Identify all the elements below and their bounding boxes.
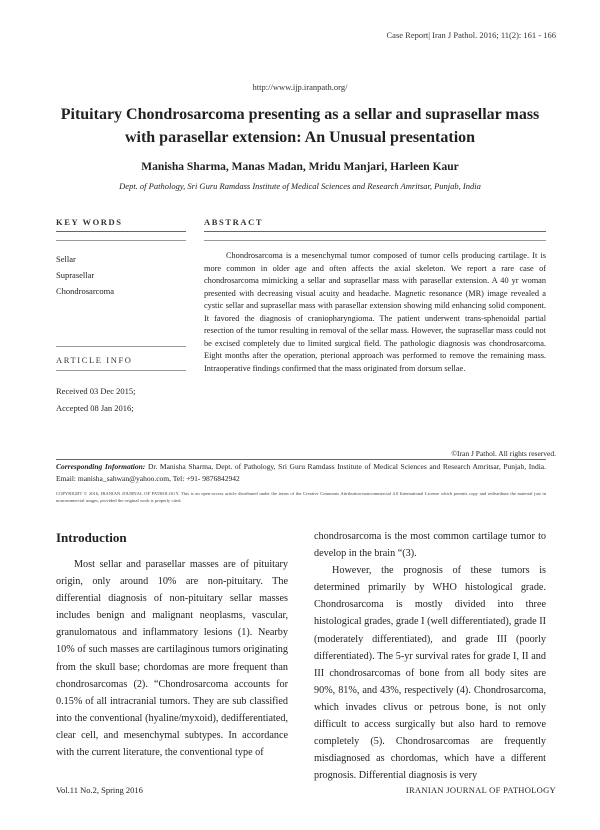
abstract-paragraph: Chondrosarcoma is a mesenchymal tumor composed of tumor cells producing cartilage. It is more common in older age and often affects the axial skeleton. We report a rare case of chondrosarcoma mimicking a sellar and suprasellar mass with parasellar extension. A 40 yr woman presented with decreasing visual acuity and headache. Magnetic resonance (MR) image revealed a cystic sellar and suprasellar mass with parasellar extension showing mild enhancing solid component. It favored the diagnosis of craniopharyngioma. The patient underwent trans-sphenoidal partial resection of the tumor resulting in removal of the sellar mass. However, the suprasellar mass could not be excised completely due to limited surgical field. The pathologic diagnosis was chondrosarcoma. Eight months after the operation, pterional approach was performed to remove the remaining mass. Intraoperative findings confirmed that the mass originated from dorsum sellae. [204,251,546,373]
keyword-item: Sellar [56,254,76,264]
article-title-line-2: with parasellar extension: An Unusual presentation [124,129,476,146]
corresponding-information [56,461,546,485]
article-title [40,103,560,149]
correspondence-rule [56,459,546,460]
received-date: Received 03 Dec 2015; [56,386,136,396]
author-list: Manisha Sharma, Manas Madan, Mridu Manjari, Harleen Kaur [141,161,459,173]
keywords-top-rule [56,231,186,232]
keywords-bottom-rule [56,240,186,241]
intro-paragraph-1: Most sellar and parasellar masses are of pituitary origin, only around 10% are non-pituitary. The differential diagnosis of non-pituitary sellar masses includes benign and malignant neoplasms, vascular, granulomatous and inflammatory lesions (1). Nearby 10% of such masses are cartilaginous tumors originating from the skull base; chordomas are more frequent than chondrosarcomas (2). “Chondrosarcoma accounts for 0.15% of all intracranial tumors. They are sub classified into the conventional (hyaline/myxoid), dedifferentiated, clear cell, and mesenchymal subtypes. In accordance with the current literature, the conventional type of [56,559,288,759]
keyword-item: Suprasellar [56,270,95,280]
corresponding-details: Dr. Manisha Sharma, Dept. of Pathology, Sri Guru Ramdass Institute of Medical Sciences and Research Amritsar, Punjab, India. Email: manisha_sahwan@yahoo.com, Tel: +91- 9876842942 [56,462,546,483]
keyword-item: Chondrosarcoma [56,286,115,296]
corresponding-label: Corresponding Information: [56,462,146,471]
journal-url[interactable]: http://www.ijp.iranpath.org/ [252,82,348,92]
abstract-text [204,250,546,375]
accepted-date: Accepted 08 Jan 2016; [56,403,134,413]
article-info-top-rule [56,346,186,347]
article-info-heading: ARTICLE INFO [56,355,133,365]
keywords-heading: KEY WORDS [56,217,123,227]
abstract-bottom-rule [204,240,546,241]
license-notice: COPYRIGHT © 2016, IRANIAN JOURNAL OF PATHOLOGY. This is an open-access article distributed under the terms of the Creative Commons Attribution-noncommercial 4.0 International License which permits copy and redistribute the material just in noncommercial usages, provided the original work is properly cited. [56,491,546,503]
body-column-left [56,556,288,761]
intro-paragraph-continued: chondrosarcoma is the most common cartilage tumor to develop in the brain “(3). [314,531,546,560]
abstract-heading: ABSTRACT [204,217,264,227]
article-info-bottom-rule [56,370,186,371]
running-header-citation: Case Report| Iran J Pathol. 2016; 11(2): 161 - 166 [386,30,556,40]
body-column-right [314,528,546,784]
footer-volume: Vol.11 No.2, Spring 2016 [56,785,143,795]
article-info-dates [56,383,136,417]
intro-paragraph-2: However, the prognosis of these tumors is determined primarily by WHO histological grade. Chondrosarcoma is mostly divided into three histological grades, grade I (well differentiated), grade II (moderately differentiated), and grade III (poorly differentiated). The 5-yr survival rates for grade I, II and III chondrosarcomas of bone from all body sites are 90%, 81%, and 43%, respectively (4). Chondrosarcoma, which invades clivus or petrous bone, is not only difficult to access surgically but also hard to remove completely (5). Chondrosarcomas are frequently misdiagnosed as chordomas, which have a different prognosis. Differential diagnosis is very [314,565,546,782]
copyright-notice: ©Iran J Pathol. All rights reserved. [451,449,556,458]
footer-journal-name: IRANIAN JOURNAL OF PATHOLOGY [405,785,556,795]
abstract-top-rule [204,231,546,232]
section-heading-introduction: Introduction [56,530,127,545]
author-affiliation: Dept. of Pathology, Sri Guru Ramdass Institute of Medical Sciences and Research Amritsar, Punjab, India [119,181,481,191]
article-title-line-1: Pituitary Chondrosarcoma presenting as a sellar and suprasellar mass [60,106,540,123]
keywords-list [56,251,114,299]
